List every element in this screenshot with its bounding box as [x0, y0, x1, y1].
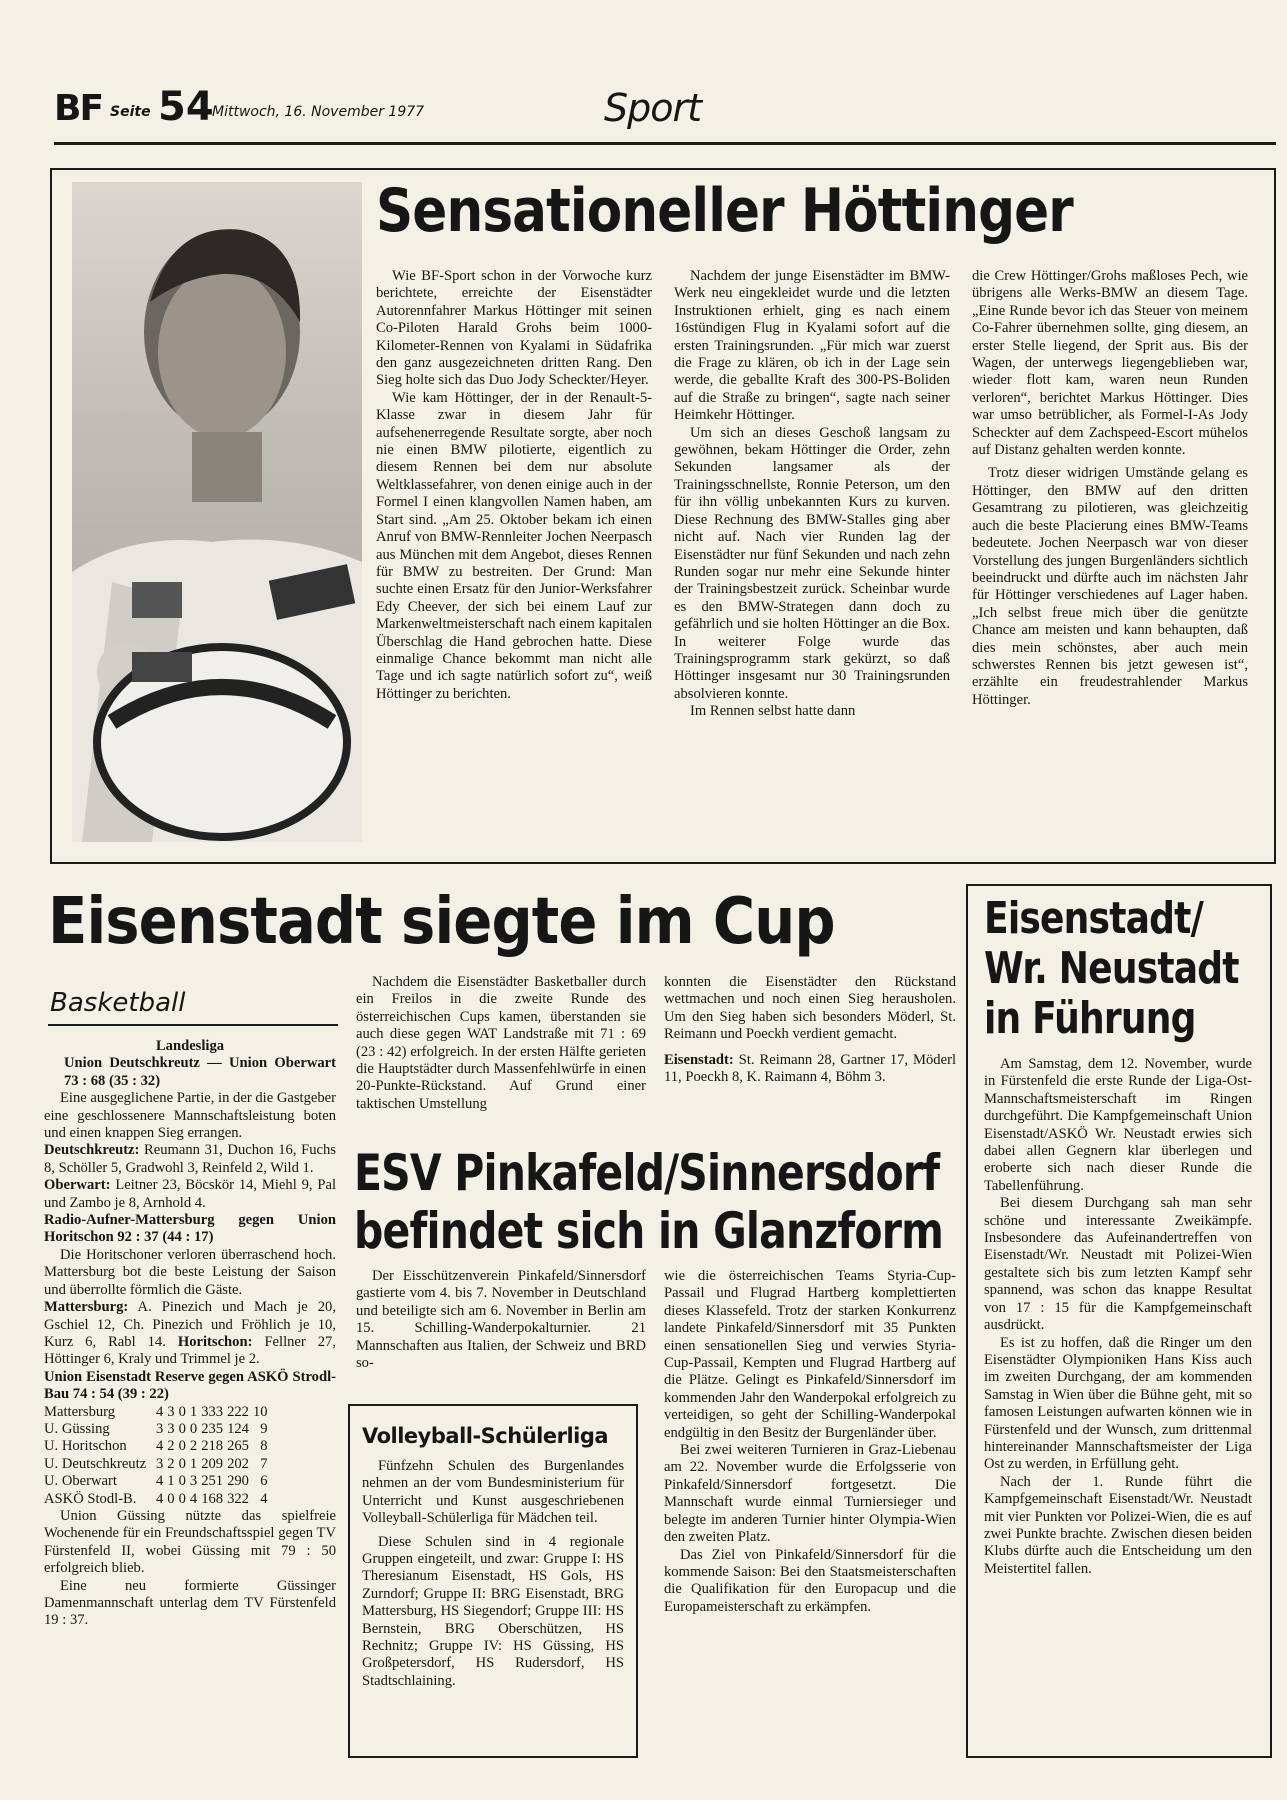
league-title: Landesliga	[155, 1038, 225, 1054]
article1-column-3	[972, 268, 1248, 709]
standings-row	[44, 1491, 272, 1508]
game-1-heading: Union Deutschkreutz — Union Oberwart 73 : 68 (35 : 32)	[64, 1055, 336, 1089]
paragraph: Nachdem der junge Eisenstädter im BMW-Werk neu eingekleidet wurde und die letzten Instruktionen erhielt, ging es nach einem 16stündigen Flug in Kyalami sofort auf die ersten Trainingsrunden. „Für mich war zuerst die Frage zu klären, ob ich in der Lage sein werde, die geballte Kraft des 300-PS-Boliden auf die Straße zu bringen“, sagte nach seiner Heimkehr Höttinger.	[674, 268, 950, 424]
stat-cell: 4	[156, 1403, 164, 1420]
headline-cup: Eisenstadt siegte im Cup	[48, 885, 835, 959]
basketball-column	[44, 1038, 336, 1630]
scorers-label: Mattersburg:	[44, 1299, 129, 1316]
team-name: ASKÖ Stodl-B.	[44, 1490, 137, 1507]
headline-esv-line2: befindet sich in Glanzform	[354, 1202, 944, 1260]
game-2-heading: Radio-Aufner-Mattersburg gegen Union Horitschon 92 : 37 (44 : 17)	[44, 1212, 336, 1246]
headline-fuehrung: in Führung	[984, 993, 1196, 1044]
masthead-rule	[54, 142, 1276, 145]
bf-logo: BF	[54, 88, 103, 129]
standings-row	[44, 1456, 272, 1473]
paragraph: Nachdem die Eisenstädter Basketballer durch ein Freilos in die zweite Runde des österreichischen Cups kamen, überstanden sie auch diese gegen WAT Landstraße mit 71 : 69 (23 : 42) erfolgreich. In der ersten Hälfte gerieten die Hauptstädter durch Massenfehlwürfe in einen 20-Punkte-Rückstand. Auf Grund einer taktischen Umstellung	[356, 974, 646, 1112]
team-name: U. Güssing	[44, 1420, 110, 1437]
scorers-label: Deutschkreutz:	[44, 1142, 140, 1159]
issue-date: Mittwoch, 16. November 1977	[212, 104, 425, 120]
stat-cell: 0	[178, 1490, 186, 1507]
stat-cell: 0	[178, 1420, 186, 1437]
stat-cell: 251	[201, 1473, 224, 1490]
paragraph: wie die österreichischen Teams Styria-Cup-Passail und Flugrad Hartberg komplettierten dieses Klassefeld. Trotz der starken Konkurrenz landete Pinkafeld/Sinnersdorf mit 35 Punkten einen sensationellen Sieg und verwies Styria-Cup-Passail, Kempten und Flugrad Hartberg auf die Plätze. Gelingt es Pinkafeld/Sinnersdorf im kommenden Jahr den Wanderpokal erfolgreich zu verteidigen, so geht der Schilling-Wanderpokal endgültig in den Besitz der Burgenländer über.	[664, 1268, 956, 1441]
paragraph: Fünfzehn Schulen des Burgenlandes nehmen an der vom Bundesministerium für Unterricht und Kunst ausgeschriebenen Volleyball-Schülerliga für Mädchen teil.	[362, 1458, 624, 1527]
headline-volleyball: Volleyball-Schülerliga	[362, 1424, 609, 1448]
stat-cell: 235	[201, 1420, 224, 1437]
stat-cell: 4	[189, 1490, 198, 1507]
scorers: Reumann 31, Duchon 16, Fuchs 8, Schöller 5, Gradwohl 3, Reinfeld 2, Wild 1.	[44, 1142, 336, 1176]
scorers: A. Pinezich und Mach je 20, Gschiel 12, Ch. Pinezich und Fröhlich je 10, Kurz 6, Rabl 14.	[44, 1299, 337, 1350]
stat-cell: 2	[189, 1438, 198, 1455]
esv-column-1	[356, 1268, 646, 1372]
standings-table	[44, 1404, 272, 1508]
stat-cell: 9	[260, 1420, 268, 1437]
paragraph: Im Rennen selbst hatte dann	[690, 703, 856, 720]
scorers-label: Horitschon:	[177, 1333, 253, 1350]
headline-eisenstadt: Eisenstadt/	[984, 893, 1203, 944]
stat-cell: 322	[227, 1490, 249, 1507]
paragraph: Das Ziel von Pinkafeld/Sinnersdorf für die kommende Saison: Bei den Staatsmeisterschaften die Qualifikation für den Europacup und die Europameisterschaft zu erkämpfen.	[664, 1546, 956, 1615]
page-number: 54	[158, 84, 214, 130]
team-name: U. Horitschon	[44, 1438, 127, 1455]
team-name: U. Oberwart	[44, 1473, 117, 1490]
stat-cell: 0	[189, 1420, 198, 1437]
paragraph: Wie kam Höttinger, der in der Renault-5-Klasse zwar in diesem Jahr für aufsehenerregende Resultate sorgte, aber noch nie einen BMW pilotierte, eigentlich zu diesem Rennen bei dem nur absolute Weltklassefahrer, von denen einige auch in der Formel I einen klangvollen Namen haben, am Start sind. „Am 25. Oktober bekam ich einen Anruf von BMW-Rennleiter Jochen Neerpasch aus München mit dem Angebot, dieses Rennen für BMW zu bestreiten. Der Grund: Man suchte einen Ersatz für den Junior-Werksfahrer Edy Cheever, der sich bei einem Lauf zur Markenweltmeisterschaft nach einem kapitalen Überschlag die Hand gebrochen hatte. Diese einmalige Chance bekommt man nicht alle Tage und ich sagte natürlich sofort zu“, weiß Höttinger zu berichten.	[376, 389, 652, 702]
stat-cell: 7	[260, 1455, 268, 1472]
scorers-label: Eisenstadt:	[664, 1051, 734, 1068]
seite-label: Seite	[110, 104, 151, 120]
game-2-report: Die Horitschoner verloren überraschend hoch. Mattersburg bot die beste Leistung der Saison und überrollte förmlich die Gäste.	[44, 1246, 336, 1298]
paragraph: Es ist zu hoffen, daß die Ringer um den Eisenstädter Olympioniken Hans Kiss auch im zweiten Durchgang, der am kommenden Samstag in Wien über die Bühne geht, mit so famosen Leistungen aufwarten können wie in Fürstenfeld und der Wunsch, zum drittenmal hintereinander Mannschaftsmeister der Liga Ost zu werden, in Erfüllung geht.	[984, 1334, 1252, 1473]
paragraph: die Crew Höttinger/Grohs maßloses Pech, wie übrigens alle Werks-BMW an diesem Tage. „Eine Runde bevor ich das Steuer von meinem Co-Fahrer übernehmen sollte, ging diesem, an erster Stelle liegend, der Sprit aus. Bis der Wagen, der unterwegs liegengeblieben war, wieder flott kam, waren neun Runden verloren“, berichtet Markus Höttinger. Dies war umso betrüblicher, als Formel-I-As Jody Scheckter auf dem Zachspeed-Escort mühelos auf Distanz gehalten werden konnte.	[972, 268, 1248, 459]
masthead	[54, 86, 1276, 138]
stat-cell: 2	[167, 1438, 175, 1455]
driver-portrait-illustration	[72, 182, 362, 842]
paragraph: Union Güssing nützte das spielfreie Wochenende für ein Freundschaftsspiel gegen TV Fürstenfeld II, wobei Güssing mit 79 : 50 erfolgreich blieb.	[44, 1507, 336, 1577]
team-name: U. Deutschkreutz	[44, 1455, 147, 1472]
stat-cell: 1	[189, 1455, 198, 1472]
team-name: Mattersburg	[44, 1403, 116, 1420]
standings-row	[44, 1404, 272, 1421]
standings-row	[44, 1473, 272, 1490]
scorers-label: Oberwart:	[44, 1177, 111, 1194]
stat-cell: 333	[201, 1403, 224, 1420]
stat-cell: 202	[227, 1455, 249, 1472]
stat-cell: 0	[178, 1455, 186, 1472]
stat-cell: 168	[201, 1490, 224, 1507]
game-1-report: Eine ausgeglichene Partie, in der die Gastgeber eine geschlossenere Mannschaftsleistung boten und einen knappen Sieg errangen.	[44, 1090, 336, 1142]
scorers: St. Reimann 28, Gartner 17, Möderl 11, Poeckh 8, K. Raimann 4, Böhm 3.	[664, 1051, 957, 1086]
stat-cell: 218	[201, 1438, 224, 1455]
stat-cell: 124	[227, 1420, 249, 1437]
stat-cell: 10	[252, 1403, 268, 1420]
stat-cell: 3	[156, 1420, 164, 1437]
article1-column-1	[376, 268, 652, 703]
scorers: Fellner 27, Höttinger 6, Kraly und Trimmel je 2.	[44, 1333, 336, 1368]
paragraph: Bei diesem Durchgang sah man sehr schöne und interessante Zweikämpfe. Insbesondere das Aufeinandertreffen von Eisenstadt/Wr. Neustadt mit Polizei-Wien gestaltete sich bis zum letzten Kampf sehr spannend, was schon das knappe Resultat von 17 : 15 für die Kampfgemeinschaft ausdrückt.	[984, 1195, 1252, 1334]
esv-column-2	[664, 1268, 956, 1616]
stat-cell: 3	[167, 1403, 175, 1420]
stat-cell: 290	[227, 1473, 249, 1490]
stat-cell: 1	[189, 1403, 198, 1420]
stat-cell: 0	[178, 1438, 186, 1455]
stat-cell: 3	[167, 1420, 175, 1437]
standings-row	[44, 1421, 272, 1438]
cup-column-2	[664, 974, 956, 1086]
stat-cell: 0	[167, 1490, 175, 1507]
paragraph: Um sich an dieses Geschoß langsam zu gewöhnen, bekam Höttinger die Order, zehn Sekunden langsamer als der Trainingsschnellste, Ronnie Peterson, um den für ihn völlig unbekannten Kurs zu kurven. Diese Rechnung des BMW-Stalles ging aber nicht auf. Nach vier Runden lag der Eisenstädter nur fünf Sekunden und nach zehn Runden sogar nur mehr eine Sekunde hinter der Trainingsbestzeit zurück. Scheinbar wurde es den BMW-Strategen dann doch zu gefährlich und sie holten Höttinger an die Box. In weiterer Folge wurde das Trainingsprogramm stark gekürzt, so daß Höttinger insgesamt nur 30 Trainingsrunden absolvieren konnte.	[674, 424, 950, 702]
headline-esv-line1: ESV Pinkafeld/Sinnersdorf	[354, 1144, 940, 1202]
wrestling-text	[984, 1056, 1252, 1578]
stat-cell: 4	[156, 1438, 164, 1455]
headline-hoettinger: Sensationeller Höttinger	[376, 176, 1073, 246]
paragraph: Nach der 1. Runde führt die Kampfgemeinschaft Eisenstadt/Wr. Neustadt mit vier Punkten vor Polizei-Wien, die es auf zwei Punkte brachte. Zwischen diesen beiden Klubs dürfte auch die Entscheidung um den Meistertitel fallen.	[984, 1473, 1252, 1577]
paragraph: Trotz dieser widrigen Umstände gelang es Höttinger, den BMW auf den dritten Gesamtrang zu pilotieren, was gleichzeitig auch die beste Placierung eines BMW-Teams bedeutete. Jochen Neerpasch war von dieser Vorstellung des jungen Burgenländers sichtlich beeindruckt und dürfte auch im nächsten Jahr für Höttinger verschiedenes auf Lager haben. „Ich selbst freue mich über die genützte Chance am meisten und kann behaupten, daß dies mein schönstes, aber auch mein schwerstes Rennen bis jetzt gewesen ist“, erzählte ein freudestrahlender Markus Höttinger.	[972, 465, 1248, 708]
paragraph: Bei zwei weiteren Turnieren in Graz-Liebenau am 22. November wurde die Erfolgsserie von Pinkafeld/Sinnersdorf fortgesetzt. Die Mannschaft wurde einmal Turniersieger und belegte im anderen Turnier hinter Olympia-Wien den zweiten Platz.	[664, 1442, 956, 1546]
stat-cell: 6	[260, 1473, 268, 1490]
stat-cell: 0	[178, 1473, 186, 1490]
paragraph: konnten die Eisenstädter den Rückstand wettmachen und noch einen Sieg herausholen. Um den Sieg haben sich besonders Möderl, St. Reimann und Poeckh verdient gemacht.	[664, 974, 956, 1043]
paragraph: Am Samstag, dem 12. November, wurde in Fürstenfeld die erste Runde der Liga-Ost-Mannschaftsmeisterschaft im Ringen durchgeführt. Die Kampfgemeinschaft Union Eisenstadt/ASKÖ Wr. Neustadt erwies sich dabei allen Gegnern klar überlegen und eroberte sich nach dieser Runde die Tabellenführung.	[984, 1056, 1252, 1194]
paragraph: Der Eisschützenverein Pinkafeld/Sinnersdorf gastierte vom 4. bis 7. November in Deutschland und beteiligte sich am 6. November in Berlin am 15. Schilling-Wanderpokalturnier. 21 Mannschaften aus Italien, der Schweiz und BRD so-	[356, 1268, 646, 1372]
paragraph: Wie BF-Sport schon in der Vorwoche kurz berichtete, erreichte der Eisenstädter Autorennfahrer Markus Höttinger mit seinen Co-Piloten Harald Grohs beim 1000-Kilometer-Rennen von Kyalami in Südafrika den ganz ausgezeichneten dritten Rang. Den Sieg holte sich das Duo Jody Scheckter/Heyer.	[376, 268, 652, 389]
headline-wr-neustadt: Wr. Neustadt	[984, 943, 1239, 994]
stat-cell: 4	[156, 1490, 164, 1507]
section-title: Sport	[604, 86, 702, 130]
volleyball-text	[362, 1458, 624, 1690]
stat-cell: 4	[260, 1490, 268, 1507]
stat-cell: 1	[167, 1473, 175, 1490]
scorers: Leitner 23, Böcskör 14, Miehl 9, Pal und Zambo je 8, Arnhold 4.	[44, 1177, 337, 1211]
standings-row	[44, 1438, 272, 1455]
stat-cell: 0	[178, 1403, 186, 1420]
article1-column-2	[674, 268, 950, 721]
stat-cell: 3	[156, 1455, 164, 1472]
rubric-basketball: Basketball	[50, 988, 186, 1018]
stat-cell: 265	[227, 1438, 249, 1455]
paragraph: Eine neu formierte Güssinger Damenmannschaft unterlag dem TV Fürstenfeld 19 : 37.	[44, 1577, 336, 1629]
stat-cell: 209	[201, 1455, 224, 1472]
game-3-heading: Union Eisenstadt Reserve gegen ASKÖ Strodl-Bau 74 : 54 (39 : 22)	[44, 1368, 336, 1403]
driver-photo	[72, 182, 362, 842]
cup-column-1	[356, 974, 646, 1113]
stat-cell: 3	[189, 1473, 198, 1490]
paragraph: Diese Schulen sind in 4 regionale Gruppen eingeteilt, und zwar: Gruppe I: HS Theresianum Eisenstadt, HS Gols, HS Zurndorf; Gruppe II: BRG Eisenstadt, BRG Mattersburg, HS Siegendorf; Gruppe III: HS Bernstein, BRG Oberschützen, HS Rechnitz; Gruppe IV: HS Güssing, HS Großpetersdorf, HS Rudersdorf, HS Stadtschlaining.	[362, 1533, 624, 1689]
stat-cell: 8	[260, 1438, 268, 1455]
stat-cell: 2	[167, 1455, 175, 1472]
rubric-rule	[48, 1024, 338, 1026]
stat-cell: 222	[227, 1403, 249, 1420]
stat-cell: 4	[156, 1473, 164, 1490]
